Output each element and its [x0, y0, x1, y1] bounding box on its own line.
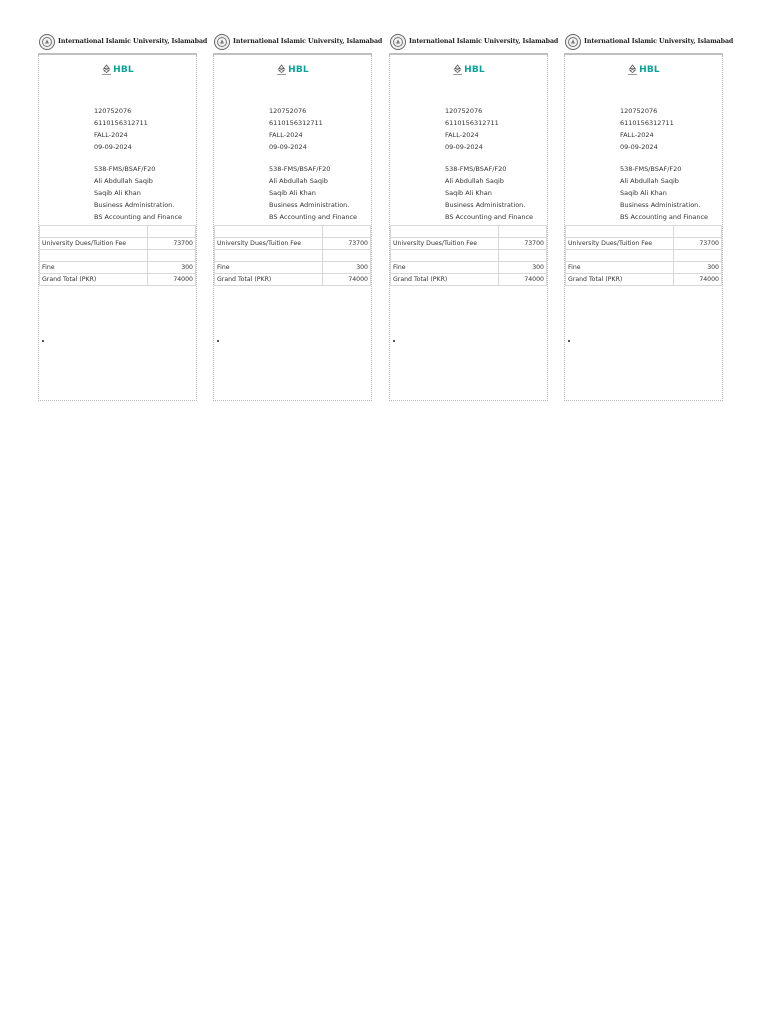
table-row [40, 250, 196, 262]
challan-copy [389, 30, 559, 401]
due-date: 09-09-2024 [620, 143, 658, 151]
university-name: International Islamic University, Islamabad [409, 38, 559, 45]
challan-number: 120752076 [94, 107, 132, 115]
university-name: International Islamic University, Islamabad [233, 38, 383, 45]
faculty: Business Administration. [94, 201, 175, 209]
total-amount: 74000 [323, 274, 371, 286]
account-number: 6110156312711 [445, 119, 499, 127]
table-row [40, 262, 196, 274]
program: BS Accounting and Finance [94, 213, 183, 221]
registration-number: 538-FMS/BSAF/F20 [269, 165, 331, 173]
table-row [391, 262, 547, 274]
university-seal-icon [390, 34, 406, 50]
fee-table [565, 225, 722, 286]
bullet-mark [568, 340, 570, 342]
challan-details [269, 105, 323, 153]
student-details [445, 163, 533, 223]
student-name: Ali Abdullah Saqib [94, 177, 153, 185]
tuition-label: University Dues/Tuition Fee [215, 238, 323, 250]
challan-copy [564, 30, 734, 401]
table-row [215, 226, 371, 238]
program: BS Accounting and Finance [445, 213, 534, 221]
semester: FALL-2024 [269, 131, 303, 139]
student-name: Ali Abdullah Saqib [445, 177, 504, 185]
semester: FALL-2024 [445, 131, 479, 139]
tuition-amount: 73700 [499, 238, 547, 250]
bank-logo [564, 63, 723, 77]
table-row [566, 274, 722, 286]
account-number: 6110156312711 [94, 119, 148, 127]
due-date: 09-09-2024 [94, 143, 132, 151]
fee-table [214, 225, 371, 286]
table-row [40, 226, 196, 238]
total-amount: 74000 [148, 274, 196, 286]
challan-number: 120752076 [445, 107, 483, 115]
hbl-logo-icon [452, 64, 463, 77]
table-row [566, 250, 722, 262]
student-name: Ali Abdullah Saqib [269, 177, 328, 185]
registration-number: 538-FMS/BSAF/F20 [94, 165, 156, 173]
university-seal-icon [39, 34, 55, 50]
semester: FALL-2024 [620, 131, 654, 139]
challan-copy [213, 30, 383, 401]
father-name: Saqib Ali Khan [445, 189, 492, 197]
program: BS Accounting and Finance [620, 213, 709, 221]
university-name: International Islamic University, Islamabad [58, 38, 208, 45]
registration-number: 538-FMS/BSAF/F20 [445, 165, 507, 173]
challan-number: 120752076 [269, 107, 307, 115]
fee-table [390, 225, 547, 286]
table-row [566, 226, 722, 238]
bank-logo [38, 63, 197, 77]
fee-table [39, 225, 196, 286]
tuition-label: University Dues/Tuition Fee [391, 238, 499, 250]
account-number: 6110156312711 [620, 119, 674, 127]
registration-number: 538-FMS/BSAF/F20 [620, 165, 682, 173]
bank-logo [389, 63, 548, 77]
hbl-logo-icon [101, 64, 112, 77]
bullet-mark [217, 340, 219, 342]
fine-amount: 300 [148, 262, 196, 274]
table-row [215, 262, 371, 274]
bank-name: HBL [288, 65, 309, 75]
challan-details [94, 105, 148, 153]
total-label: Grand Total (PKR) [215, 274, 323, 286]
bank-logo [213, 63, 372, 77]
tuition-label: University Dues/Tuition Fee [40, 238, 148, 250]
tuition-label: University Dues/Tuition Fee [566, 238, 674, 250]
bank-name: HBL [113, 65, 134, 75]
semester: FALL-2024 [94, 131, 128, 139]
table-row [215, 250, 371, 262]
fine-amount: 300 [499, 262, 547, 274]
fine-amount: 300 [674, 262, 722, 274]
fine-amount: 300 [323, 262, 371, 274]
father-name: Saqib Ali Khan [620, 189, 667, 197]
program: BS Accounting and Finance [269, 213, 358, 221]
tuition-amount: 73700 [148, 238, 196, 250]
fine-label: Fine [566, 262, 674, 274]
bank-name: HBL [464, 65, 485, 75]
student-details [94, 163, 182, 223]
challan-details [445, 105, 499, 153]
challan-details [620, 105, 674, 153]
due-date: 09-09-2024 [445, 143, 483, 151]
student-name: Ali Abdullah Saqib [620, 177, 679, 185]
slip-header [213, 30, 383, 55]
table-row [566, 238, 722, 250]
total-label: Grand Total (PKR) [566, 274, 674, 286]
fine-label: Fine [40, 262, 148, 274]
table-row [40, 238, 196, 250]
table-row [391, 274, 547, 286]
bank-name: HBL [639, 65, 660, 75]
hbl-logo-icon [276, 64, 287, 77]
university-seal-icon [565, 34, 581, 50]
table-row [566, 262, 722, 274]
tuition-amount: 73700 [674, 238, 722, 250]
slip-header [564, 30, 734, 55]
table-row [391, 226, 547, 238]
table-row [40, 274, 196, 286]
due-date: 09-09-2024 [269, 143, 307, 151]
total-amount: 74000 [499, 274, 547, 286]
challan-copy [38, 30, 208, 401]
student-details [269, 163, 357, 223]
total-amount: 74000 [674, 274, 722, 286]
table-row [391, 238, 547, 250]
student-details [620, 163, 708, 223]
table-row [215, 274, 371, 286]
bullet-mark [42, 340, 44, 342]
father-name: Saqib Ali Khan [269, 189, 316, 197]
faculty: Business Administration. [445, 201, 526, 209]
university-seal-icon [214, 34, 230, 50]
fine-label: Fine [215, 262, 323, 274]
faculty: Business Administration. [620, 201, 701, 209]
total-label: Grand Total (PKR) [40, 274, 148, 286]
university-name: International Islamic University, Islamabad [584, 38, 734, 45]
table-row [215, 238, 371, 250]
slip-header [389, 30, 559, 55]
table-row [391, 250, 547, 262]
challan-number: 120752076 [620, 107, 658, 115]
tuition-amount: 73700 [323, 238, 371, 250]
hbl-logo-icon [627, 64, 638, 77]
slip-header [38, 30, 208, 55]
fine-label: Fine [391, 262, 499, 274]
bullet-mark [393, 340, 395, 342]
account-number: 6110156312711 [269, 119, 323, 127]
father-name: Saqib Ali Khan [94, 189, 141, 197]
faculty: Business Administration. [269, 201, 350, 209]
total-label: Grand Total (PKR) [391, 274, 499, 286]
